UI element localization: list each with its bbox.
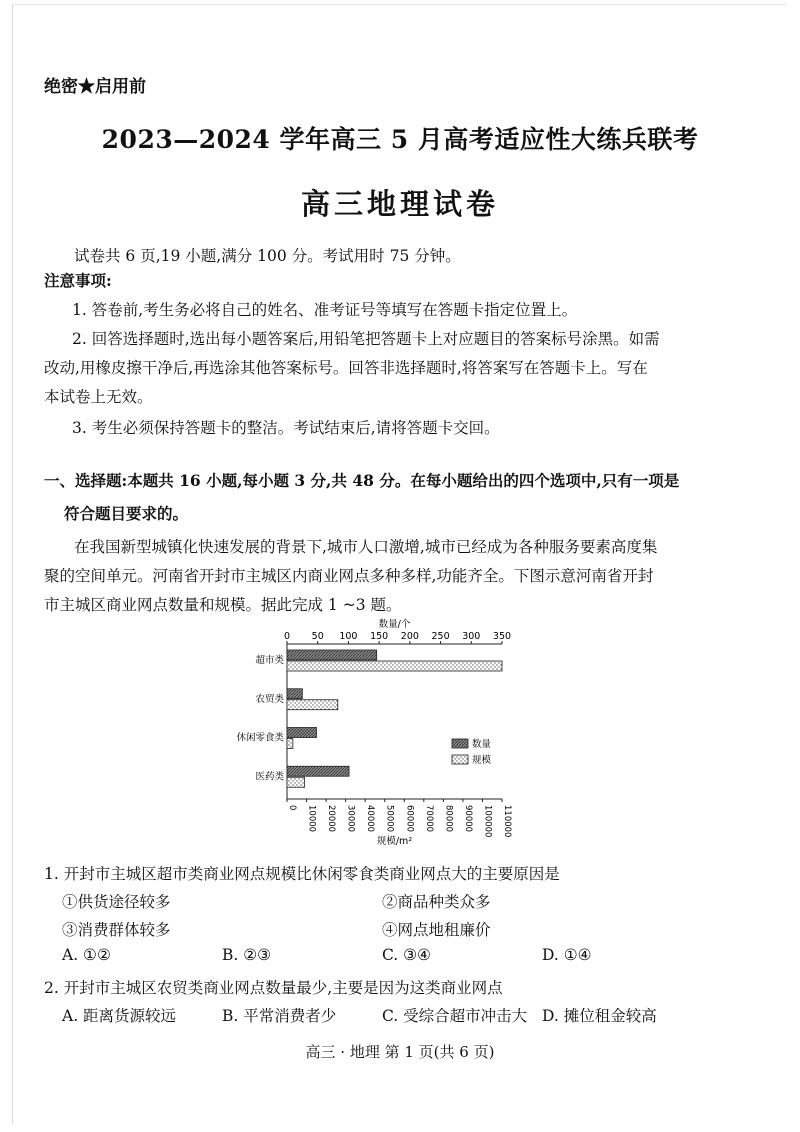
question-1-option-b: B. ②③ xyxy=(222,946,272,964)
passage-line-3: 市主城区商业网点数量和规模。据此完成 1 ~3 题。 xyxy=(44,596,402,614)
top-tick-label: 150 xyxy=(370,631,389,642)
bottom-tick-label: 110000 xyxy=(502,805,512,838)
question-1-option-a: A. ①② xyxy=(62,946,111,964)
bottom-tick-label: 60000 xyxy=(404,805,415,833)
page-footer: 高三 · 地理 第 1 页(共 6 页) xyxy=(305,1043,495,1061)
question-2-option-a: A. 距离货源较远 xyxy=(62,1007,177,1025)
bar-count xyxy=(287,766,349,776)
exam-title: 2023—2024 学年高三 5 月高考适应性大练兵联考 xyxy=(101,125,699,154)
bottom-tick-label: 20000 xyxy=(326,805,337,833)
question-1-option-d: D. ①④ xyxy=(542,946,592,964)
exam-info: 试卷共 6 页,19 小题,满分 100 分。考试用时 75 分钟。 xyxy=(74,247,461,265)
passage-line-1: 在我国新型城镇化快速发展的背景下,城市人口激增,城市已经成为各种服务要素高度集 xyxy=(74,538,658,556)
category-label: 医药类 xyxy=(255,771,284,783)
bar-count xyxy=(287,728,316,738)
question-1-stem: 1. 开封市主城区超市类商业网点规模比休闲零食类商业网点大的主要原因是 xyxy=(44,865,560,883)
category-label: 休闲零食类 xyxy=(236,732,284,744)
question-2-stem: 2. 开封市主城区农贸类商业网点数量最少,主要是因为这类商业网点 xyxy=(44,979,503,997)
note-item-3: 3. 考生必须保持答题卡的整洁。考试结束后,请将答题卡交回。 xyxy=(72,419,500,437)
top-axis-label: 数量/个 xyxy=(378,619,411,630)
legend-swatch-scale xyxy=(452,755,468,764)
category-label: 农贸类 xyxy=(255,693,284,705)
bottom-tick-label: 0 xyxy=(287,805,297,811)
top-tick-label: 0 xyxy=(283,631,291,642)
legend-swatch-count xyxy=(452,739,468,748)
question-2-option-c: C. 受综合超市冲击大 xyxy=(382,1007,528,1025)
bottom-tick-label: 50000 xyxy=(384,805,395,833)
legend-label-count: 数量 xyxy=(472,739,492,750)
bottom-axis-label: 规模/m² xyxy=(376,836,413,847)
bar-count xyxy=(287,689,302,699)
passage-line-2: 聚的空间单元。河南省开封市主城区内商业网点多种多样,功能齐全。下图示意河南省开封 xyxy=(44,567,654,585)
top-tick-label: 100 xyxy=(339,631,358,642)
subject-title: 高三地理试卷 xyxy=(300,187,499,221)
top-tick-label: 250 xyxy=(431,631,450,642)
bottom-tick-label: 100000 xyxy=(482,805,493,838)
secret-label: 绝密★启用前 xyxy=(44,77,146,97)
question-2-option-b: B. 平常消费者少 xyxy=(222,1007,337,1025)
question-1-statement-3: ③消费群体较多 xyxy=(62,921,171,939)
question-1-statement-4: ④网点地租廉价 xyxy=(382,921,491,939)
bar-count xyxy=(287,650,377,660)
note-item-2-line-2: 改动,用橡皮擦干净后,再选涂其他答案标号。回答非选择题时,将答案写在答题卡上。写在 xyxy=(44,359,648,377)
question-1-option-c: C. ③④ xyxy=(382,946,431,964)
top-tick-label: 50 xyxy=(311,631,324,642)
bar-scale xyxy=(287,739,293,749)
chart-svg xyxy=(230,618,550,850)
notes-heading: 注意事项: xyxy=(44,271,112,290)
question-1-statement-2: ②商品种类众多 xyxy=(382,893,491,911)
bottom-tick-label: 90000 xyxy=(462,805,473,833)
top-tick-label: 350 xyxy=(492,631,512,642)
bottom-tick-label: 70000 xyxy=(423,805,434,833)
note-item-1: 1. 答卷前,考生务必将自己的姓名、准考证号等填写在答题卡指定位置上。 xyxy=(72,301,578,319)
bottom-tick-label: 30000 xyxy=(345,805,356,833)
question-1-statement-1: ①供货途径较多 xyxy=(62,893,171,911)
section-heading-line-1: 一、选择题:本题共 16 小题,每小题 3 分,共 48 分。在每小题给出的四个选项中,只有一项是 xyxy=(44,471,680,490)
bar-scale xyxy=(287,777,305,787)
bar-scale xyxy=(287,700,338,710)
bottom-tick-label: 80000 xyxy=(443,805,454,833)
section-heading-line-2: 符合题目要求的。 xyxy=(64,504,189,523)
note-item-2-line-1: 2. 回答选择题时,选出每小题答案后,用铅笔把答题卡上对应题目的答案标号涂黑。如需 xyxy=(72,330,660,348)
note-item-2-line-3: 本试卷上无效。 xyxy=(44,388,153,406)
top-tick-label: 300 xyxy=(462,631,481,642)
bottom-tick-label: 10000 xyxy=(306,805,317,833)
category-label: 超市类 xyxy=(255,655,284,666)
bar-scale xyxy=(287,661,502,671)
bottom-tick-label: 40000 xyxy=(365,805,376,833)
question-2-option-d: D. 摊位租金较高 xyxy=(542,1007,657,1025)
bar-chart xyxy=(230,618,550,850)
legend-label-scale: 规模 xyxy=(472,755,492,766)
top-tick-label: 200 xyxy=(400,631,419,642)
